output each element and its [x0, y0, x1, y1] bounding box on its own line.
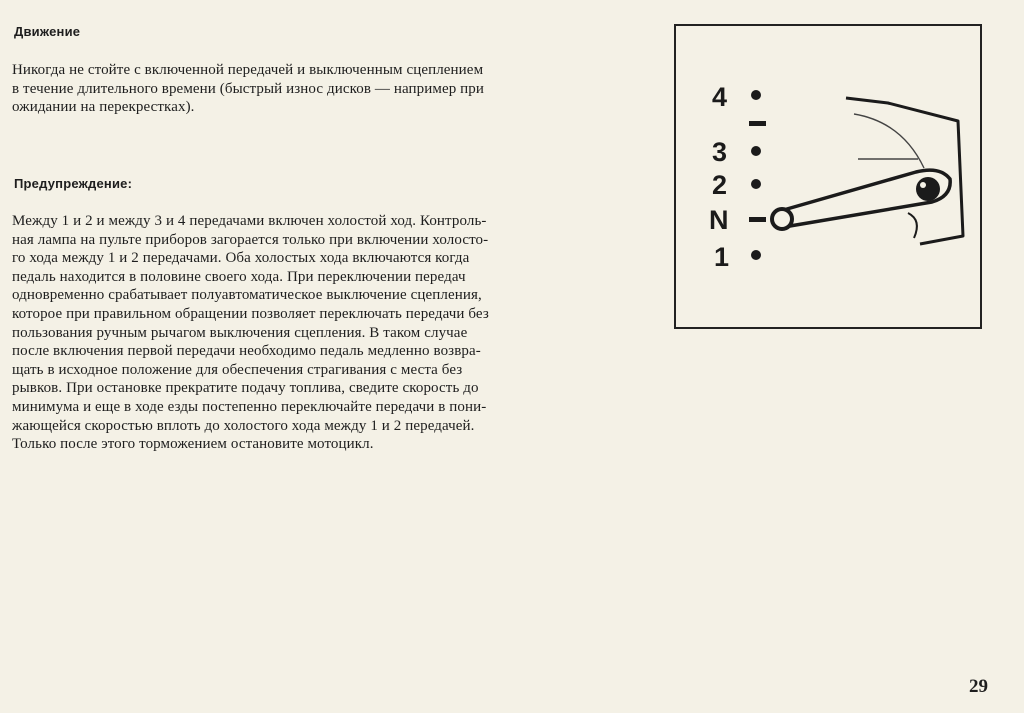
- text-line: жающейся скоростью вплоть до холостого хода между 1 и 2 передачей.: [12, 417, 475, 434]
- text-line: пользования ручным рычагом выключения сцепления. В таком случае: [12, 324, 468, 341]
- text-line: Между 1 и 2 и между 3 и 4 передачами включен холостой ход. Контроль-: [12, 213, 487, 229]
- idle-dash-neutral: [749, 217, 766, 222]
- text-line: в течение длительного времени (быстрый износ дисков — например при: [12, 80, 485, 97]
- gear-dot-4: [751, 90, 761, 100]
- text-line: после включения первой передачи необходимо педаль медленно возвра-: [12, 343, 481, 360]
- text-line: рывков. При остановке прекратите подачу топлива, сведите скорость до: [12, 380, 479, 397]
- text-line: Никогда не стойте с включенной передачей и выключенным сцеплением: [12, 62, 484, 78]
- text-line: минимума и еще в ходе езды постепенно переключайте передачи в пони-: [12, 398, 487, 415]
- gear-label-3: 3: [712, 137, 728, 167]
- gear-label-4: 4: [712, 82, 728, 112]
- text-line: одновременно срабатывает полуавтоматическое выключение сцепления,: [12, 287, 482, 304]
- gear-dot-1: [751, 250, 761, 260]
- gear-dot-3: [751, 146, 761, 156]
- spring-detail: [908, 213, 917, 238]
- gear-label-n: N: [709, 205, 729, 235]
- paragraph-motion: [12, 61, 484, 117]
- section-heading-warning: Предупреждение:: [14, 176, 133, 191]
- gear-shift-illustration: [676, 26, 980, 327]
- motion-arc: [854, 114, 924, 168]
- text-line: Только после этого торможением остановите мотоцикл.: [12, 436, 374, 453]
- text-line: ожидании на перекрестках).: [12, 99, 195, 116]
- lever-tip-icon: [772, 209, 792, 229]
- gear-label-1: 1: [714, 242, 730, 272]
- pivot-icon: [916, 177, 940, 201]
- idle-dash-upper: [749, 121, 766, 126]
- gear-label-2: 2: [712, 170, 728, 200]
- pivot-highlight: [920, 182, 926, 188]
- paragraph-warning: [12, 212, 489, 454]
- page-number: 29: [969, 676, 988, 697]
- gear-dot-2: [751, 179, 761, 189]
- text-line: го хода между 1 и 2 передачами. Оба холостых хода включаются когда: [12, 250, 470, 267]
- section-heading-motion: Движение: [14, 24, 81, 39]
- pedal-housing-outline: [846, 98, 963, 244]
- text-line: щать в исходное положение для обеспечения страгивания с места без: [12, 361, 463, 378]
- text-line: ная лампа на пульте приборов загорается только при включении холосто-: [12, 231, 489, 248]
- gear-shift-diagram: [674, 24, 982, 329]
- text-line: педаль находится в половине своего хода. При переключении передач: [12, 268, 466, 285]
- text-line: которое при правильном обращении позволяет переключать передачи без: [12, 305, 489, 322]
